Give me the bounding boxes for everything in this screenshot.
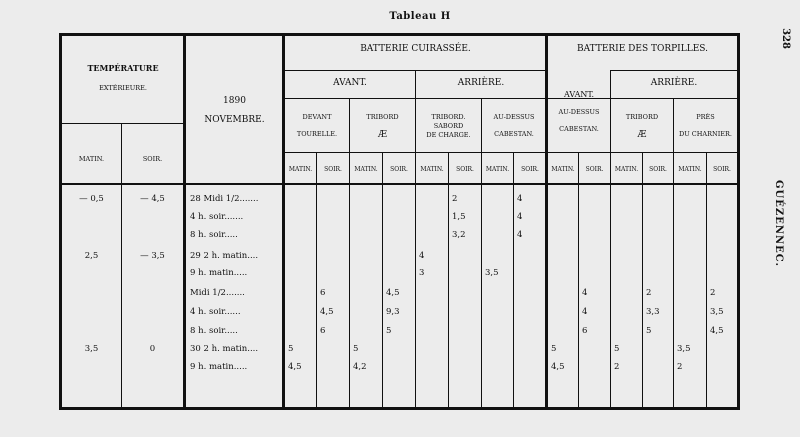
table-cell: 3 [419, 268, 425, 278]
header-arriere: ARRIÈRE. [457, 78, 505, 88]
temp-soir: — 4,5 [140, 194, 165, 204]
header-soir: SOIR. [324, 166, 342, 173]
header-ar: Æ [377, 130, 387, 140]
row-label: 8 h. soir..... [190, 326, 238, 336]
col-divider [282, 36, 285, 410]
subcol-divider [578, 152, 579, 410]
header-matin: MATIN. [551, 166, 575, 173]
header-ar-2: Æ [637, 130, 647, 140]
table-cell: 4,2 [353, 362, 367, 372]
table-cell: 6 [320, 326, 326, 336]
header-sabord: SABORD [433, 122, 464, 130]
header-devant: DEVANT [302, 113, 332, 121]
subcol-divider [642, 152, 643, 410]
header-soir: SOIR. [521, 166, 539, 173]
row-label: Midi 1/2....... [190, 288, 245, 298]
header-rule [285, 152, 737, 153]
table-cell: 3,5 [710, 307, 724, 317]
header-rule [285, 98, 737, 99]
table-title: Tableau H [389, 11, 451, 22]
header-rule [285, 70, 546, 71]
header-tribord-sabord: TRIBORD. [431, 113, 466, 121]
col-divider [183, 36, 186, 410]
table-cell: 3,3 [646, 307, 660, 317]
temp-soir: — 3,5 [140, 251, 165, 261]
header-tribord-2: TRIBORD [625, 113, 659, 121]
header-soir: SOIR. [713, 166, 731, 173]
temp-matin: — 0,5 [79, 194, 104, 204]
table-cell: 3,2 [452, 230, 466, 240]
table-cell: 4 [517, 212, 523, 222]
header-du-charnier: DU CHARNIER. [679, 130, 732, 138]
temp-matin: 3,5 [84, 344, 99, 354]
subcol-divider [448, 152, 449, 410]
table-cell: 4 [419, 251, 425, 261]
table-cell: 2 [614, 362, 620, 372]
table-cell: 5 [353, 344, 359, 354]
table-cell: 4,5 [320, 307, 334, 317]
header-tourelle: TOURELLE. [296, 130, 338, 138]
table-cell: 1,5 [452, 212, 466, 222]
header-au-dessus: AU-DESSUS [493, 113, 535, 121]
table-cell: 4,5 [551, 362, 565, 372]
header-soir: SOIR. [390, 166, 408, 173]
header-matin: MATIN. [288, 166, 313, 173]
subcol-divider [513, 152, 514, 410]
row-label: 9 h. matin..... [190, 362, 248, 372]
header-year: 1890 [223, 96, 246, 106]
header-rule [62, 123, 184, 124]
row-label: 8 h. soir..... [190, 230, 238, 240]
header-soir: SOIR. [585, 166, 604, 173]
col-divider [673, 98, 674, 410]
header-avant-torpilles: AVANT. [563, 90, 595, 99]
table-cell: 9,3 [386, 307, 400, 317]
header-batterie-torpilles: BATTERIE DES TORPILLES. [577, 44, 708, 54]
header-cabestan-2: CABESTAN. [559, 125, 599, 133]
table-cell: 5 [386, 326, 392, 336]
table-cell: 3,5 [677, 344, 691, 354]
table-cell: 4,5 [386, 288, 400, 298]
table-cell: 2 [452, 194, 458, 204]
col-divider [481, 98, 482, 410]
subcol-divider [382, 152, 383, 410]
table-cell: 6 [320, 288, 326, 298]
page-number: 328 [780, 28, 792, 49]
row-label: 28 Midi 1/2....... [190, 194, 259, 204]
header-matin: MATIN. [420, 166, 444, 173]
table-cell: 2 [710, 288, 716, 298]
table-cell: 5 [646, 326, 652, 336]
temp-matin: 2,5 [84, 251, 99, 261]
col-divider [610, 70, 611, 410]
subcol-divider [706, 152, 707, 410]
temp-soir: 0 [149, 344, 156, 354]
table-cell: 2 [677, 362, 683, 372]
header-matin: MATIN. [78, 155, 105, 163]
table-cell: 4 [517, 230, 523, 240]
header-rule [610, 70, 737, 71]
header-soir: SOIR. [456, 166, 474, 173]
header-temperature: TEMPÉRATURE [87, 63, 159, 73]
table-cell: 5 [614, 344, 620, 354]
table-cell: 4 [582, 288, 588, 298]
header-matin: MATIN. [354, 166, 378, 173]
header-tribord: TRIBORD [366, 113, 399, 121]
header-matin: MATIN. [678, 166, 702, 173]
header-avant: AVANT. [333, 78, 367, 88]
table-cell: 5 [551, 344, 557, 354]
header-matin: MATIN. [614, 166, 639, 173]
table-cell: 4 [517, 194, 523, 204]
table-cell: 4 [582, 307, 588, 317]
row-label: 30 2 h. matin.... [190, 344, 259, 354]
row-label: 9 h. matin..... [190, 268, 248, 278]
header-cabestan: CABESTAN. [494, 130, 534, 138]
side-author-label: GUÉZENNEC. [773, 180, 785, 267]
header-exterieure: EXTÉRIEURE. [99, 84, 147, 92]
row-label: 4 h. soir...... [190, 307, 241, 317]
col-divider [415, 70, 416, 410]
header-soir: SOIR. [142, 155, 163, 163]
table-cell: 4,5 [288, 362, 302, 372]
table-cell: 3,5 [485, 268, 499, 278]
header-soir: SOIR. [649, 166, 667, 173]
table-cell: 4,5 [710, 326, 724, 336]
header-batterie-cuirassee: BATTERIE CUIRASSÉE. [360, 44, 471, 54]
row-label: 29 2 h. matin.... [190, 251, 259, 261]
subcol-divider [316, 152, 317, 410]
table-cell: 5 [288, 344, 294, 354]
col-divider [349, 98, 350, 410]
header-arriere-torpilles: ARRIÈRE. [650, 78, 698, 88]
row-label: 4 h. soir....... [190, 212, 244, 222]
header-au-dessus-2: AU-DESSUS [558, 108, 600, 116]
table-cell: 2 [646, 288, 652, 298]
col-divider [121, 123, 122, 410]
header-month: NOVEMBRE. [204, 115, 265, 125]
header-bottom-rule [62, 183, 737, 185]
header-matin: MATIN. [485, 166, 510, 173]
table-cell: 6 [582, 326, 588, 336]
header-pres: PRÈS [696, 113, 715, 121]
header-de-charge: DE CHARGE. [426, 131, 471, 139]
